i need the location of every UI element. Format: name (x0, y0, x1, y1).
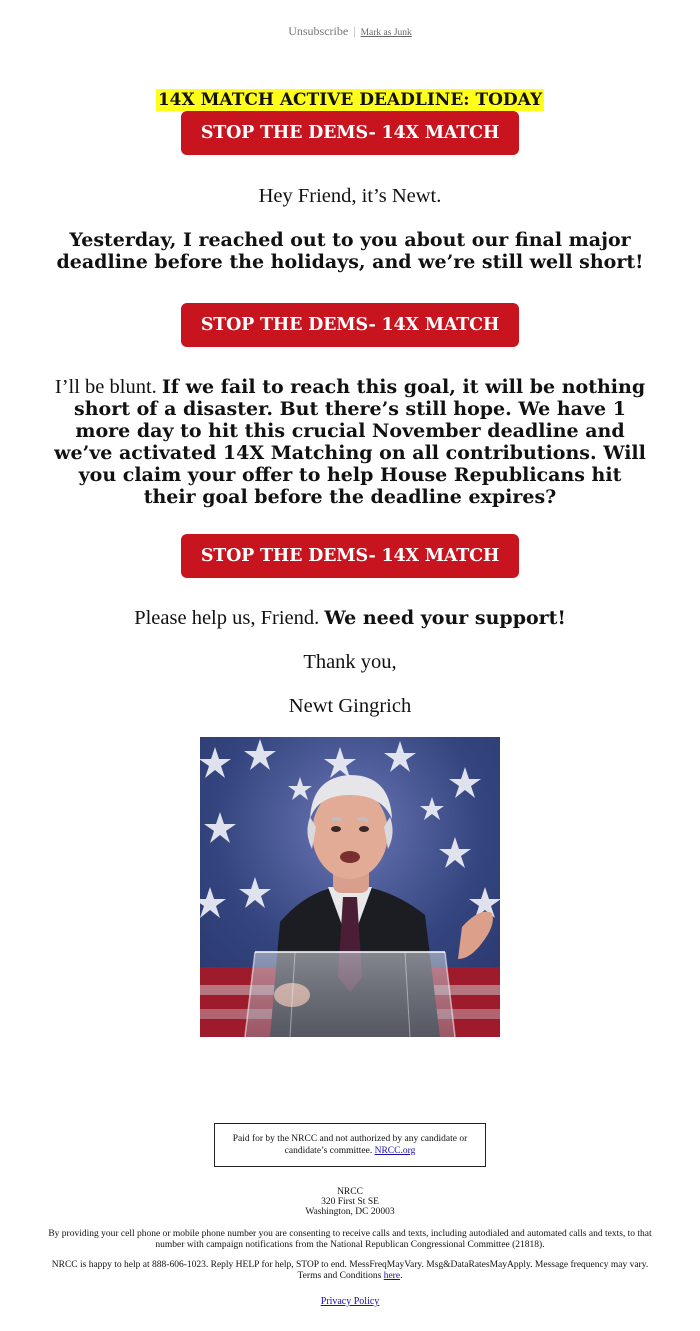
blunt-bold: If we fail to reach this goal, it will be nothing short of a disaster. But there’s still hope. We have 1 more day to hit this crucial November deadline and we’ve activated 14X Matching on all contributions. Will you claim your offer to help House Republicans hit their goal before the deadline expires? (54, 376, 646, 508)
cta-button-3[interactable]: STOP THE DEMS- 14X MATCH (181, 534, 519, 578)
mark-as-junk-link[interactable]: Mark as Junk (360, 28, 412, 38)
deadline-banner: 14X MATCH ACTIVE DEADLINE: TODAY (157, 90, 543, 110)
signer-name: Newt Gingrich (288, 695, 412, 717)
blunt-lead: I’ll be blunt. (54, 376, 162, 398)
legal-help-end: . (400, 1270, 403, 1281)
thanks-text: Thank you, (303, 651, 397, 673)
top-links (0, 0, 700, 44)
legal-help-body: NRCC is happy to help at 888-606-1023. Reply HELP for help, STOP to end. MessFreqMayVary. Msg&DataRatesMayApply. Message frequency may vary. Terms and Conditions (51, 1260, 649, 1281)
speaker-photo[interactable] (200, 737, 500, 1037)
terms-link[interactable]: here (383, 1270, 401, 1281)
cta-button-2[interactable]: STOP THE DEMS- 14X MATCH (181, 303, 519, 347)
blunt-paragraph (50, 376, 650, 508)
greeting-text: Hey Friend, it’s Newt. (258, 185, 442, 207)
legal-help-text (45, 1260, 655, 1281)
address-street: 320 First St SE (321, 1197, 379, 1207)
legal-consent-text: By providing your cell phone or mobile phone number you are consenting to receive calls and texts, including autodialed and automated calls and texts, to that number with campaign notifications from the National Republican Congressional Committee (21818). (48, 1229, 652, 1250)
yesterday-text: Yesterday, I reached out to you about our final major deadline before the holidays, and we’re still well short! (56, 229, 644, 273)
privacy-policy-link[interactable]: Privacy Policy (320, 1296, 380, 1307)
cta-button-1[interactable]: STOP THE DEMS- 14X MATCH (181, 111, 519, 155)
mailing-address (0, 1187, 700, 1217)
address-name: NRCC (337, 1187, 363, 1197)
address-city: Washington, DC 20003 (305, 1207, 395, 1217)
help-paragraph (50, 606, 650, 629)
help-lead: Please help us, Friend. (134, 607, 325, 629)
separator: | (353, 24, 356, 38)
nrcc-link[interactable]: NRCC.org (374, 1146, 416, 1156)
paid-for-box (214, 1123, 486, 1167)
paid-for-text: Paid for by the NRCC and not authorized by any candidate or candidate’s committee. (232, 1134, 468, 1156)
speaker-photo-illustration (200, 737, 500, 1037)
unsubscribe-link[interactable]: Unsubscribe (288, 24, 349, 38)
privacy-policy-container (0, 1296, 700, 1307)
help-bold: We need your support! (324, 607, 566, 629)
